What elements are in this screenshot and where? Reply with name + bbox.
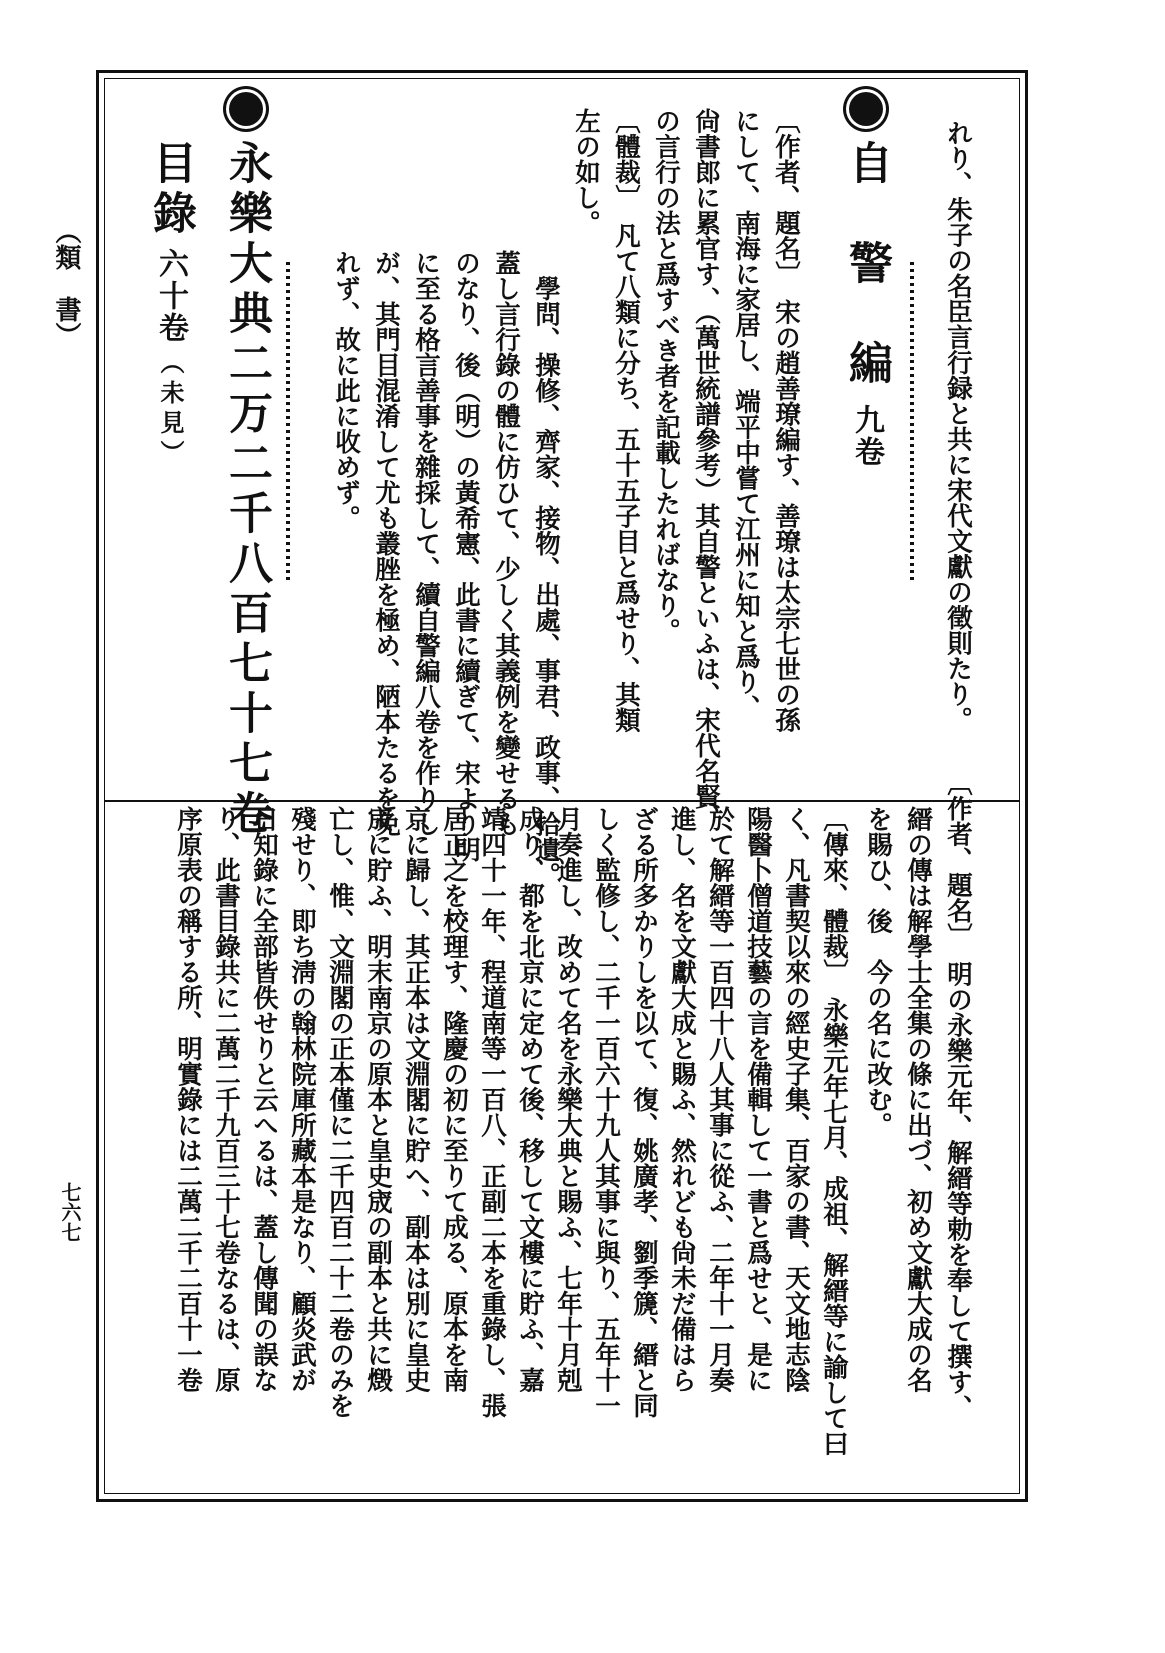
entry-title-text: 自 警 編 [841,140,892,390]
entry1-line-6: 左の如し。 [571,108,601,236]
entry1-line-3: 尙書郎に累官す、（萬世統譜參考）其自警といふは、宋代名賢 [691,108,721,810]
entry1-line-12: れず、故に此に收めず。 [331,250,361,531]
entry1-line-2: にして、南海に家居し、端平中嘗て江州に知と爲り、 [731,108,761,720]
bottom-line-20: り、此書目錄共に二萬二千九百三十七卷なるは、原 [211,806,241,1393]
entry1-line-10: に至る格言善事を雜採して、續自警編八卷を作りし [411,250,441,837]
bottom-line-19: 日知錄に全部皆佚せりと云へるは、蓋し傳聞の誤な [249,806,279,1393]
subtitle-text: 目錄 [145,140,196,240]
bottom-line-17: 亡し、惟、文淵閣の正本僅に二千四百二十二卷のみを [325,806,355,1418]
bullet-icon [229,92,263,126]
wavy-rule [910,262,914,582]
bottom-line-11: 月奏進し、改めて名を永樂大典と賜ふ、七年十月剋 [553,806,583,1393]
wavy-rule [286,262,290,582]
bottom-line-4: 〔傳來、體裁〕 永樂元年七月、成祖、解縉等に諭して曰 [819,806,849,1457]
bottom-line-16: 宬に貯ふ、明末南京の原本と皇史宬の副本と共に燬 [363,806,393,1393]
bottom-line-6: 陽醫卜僧道技藝の言を備輯して一書と爲せと、是に [743,806,773,1393]
bottom-line-18: 殘せり、即ち淸の翰林院庫所藏本是なり、顧炎武が [287,806,317,1393]
running-head: （類 書） [51,218,81,348]
bottom-line-8: 進し、名を文獻大成と賜ふ、然れども尙未だ備はら [667,806,697,1393]
bottom-line-21: 序原表の稱する所、明實錄には二萬二千二百十一卷 [173,806,203,1393]
bottom-line-14: 居正之を校理す、隆慶の初に至りて成る、原本を南 [439,806,469,1393]
entry-volumes: 二万二千八百七十七卷 [221,340,272,840]
entry-title-eiraku-taiten [214,92,278,840]
entry1-line-8: 蓋し言行錄の體に仿ひて、少しく其義例を變せるも [491,250,521,837]
entry-volumes: 九卷 [849,404,884,468]
bottom-line-10: しく監修し、二千一百六十九人其事に與り、五年十一 [591,806,621,1418]
bullet-icon [849,92,883,126]
bottom-line-1: 〔作者、題名〕 明の永樂元年、解縉等勅を奉して撰す、 [943,770,973,1421]
entry-title-text: 永樂大典 [221,140,272,340]
bottom-line-2: 縉の傳は解學士全集の條に出づ、初め文獻大成の名 [903,806,933,1393]
entry1-line-11: が、其門目混淆して尤も叢脞を極め、陋本たるを免 [371,250,401,837]
entry1-line-1: 〔作者、題名〕 宋の趙善璙編す、善璙は太宗七世の孫 [771,108,801,733]
subtitle-note: （未見） [156,350,185,470]
entry-subtitle-mokuroku [138,140,202,470]
entry1-line-5: 〔體裁〕 凡て八類に分ち、五十五子目と爲せり、其類 [611,108,641,733]
entry1-line-4: の言行の法と爲すべき者を記載したればなり。 [651,108,681,644]
bottom-line-7: 於て解縉等一百四十八人其事に從ふ、二年十一月奏 [705,806,735,1393]
entry-title-jikeihen [834,92,898,468]
bottom-line-5: く、凡書契以來の經史子集、百家の書、天文地志陰 [781,806,811,1393]
bottom-line-12: 成り、都を北京に定めて後、移して文樓に貯ふ、嘉 [515,806,545,1393]
subtitle-volumes: 六十卷 [153,248,188,344]
continuation-line: れり、朱子の名臣言行録と共に宋代文獻の徵則たり。 [943,120,973,732]
entry1-line-7: 學問、操修、齊家、接物、出處、事君、政事、拾遺。 [531,250,561,888]
bottom-line-15: 京に歸し、其正本は文淵閣に貯へ、副本は別に皇史 [401,806,431,1393]
bottom-line-9: ざる所多かりしを以て、復、姚廣孝、劉季篪、縉と同 [629,806,659,1418]
entry1-line-9: のなり、後（明）の黃希憲、此書に續ぎて、宋より明 [451,250,481,862]
page-number: 七六七 [58,1182,82,1242]
bottom-line-3: を賜ひ、後 今の名に改む。 [863,806,893,1138]
bottom-line-13: 靖四十一年、程道南等一百八、正副二本を重錄し、張 [477,806,507,1418]
